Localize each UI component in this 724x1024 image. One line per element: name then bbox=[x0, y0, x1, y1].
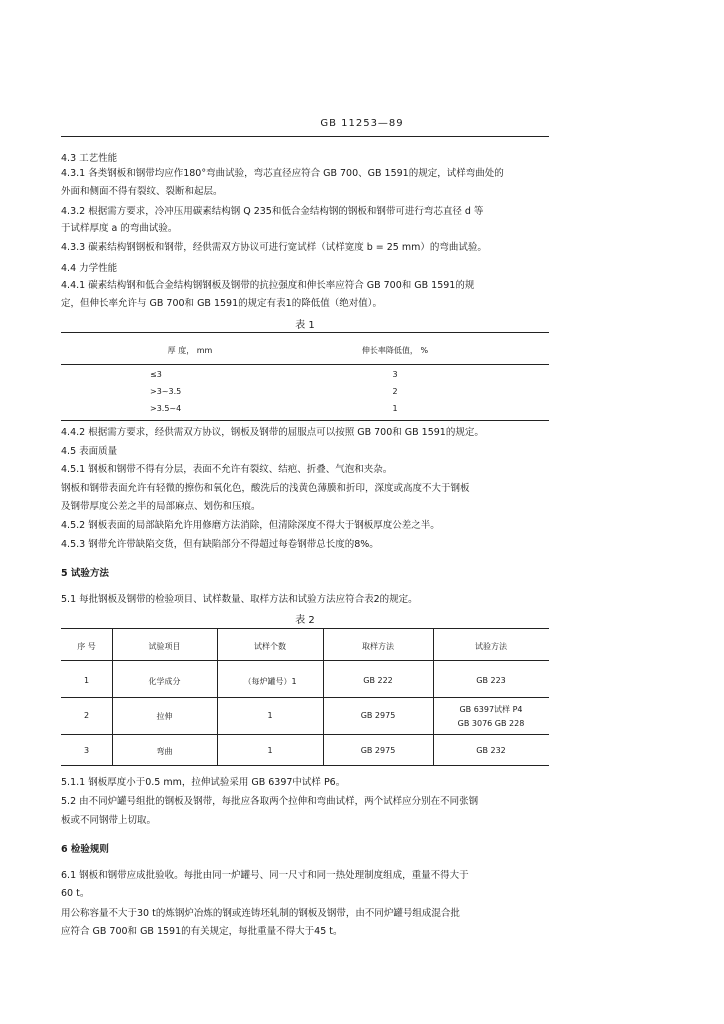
table2-cell: 拉伸 bbox=[156, 712, 173, 721]
header-rule bbox=[61, 136, 549, 137]
paragraph: 及钢带厚度公差之半的局部麻点、划伤和压痕。 bbox=[61, 501, 261, 512]
table1-cell: ≤3 bbox=[150, 370, 162, 379]
paragraph: 5.2 由不同炉罐号组批的钢板及钢带，每批应各取两个拉伸和弯曲试样，两个试样应分别在不同张钢 bbox=[61, 796, 479, 807]
table2-cell: 弯曲 bbox=[156, 747, 173, 756]
table1-header-rule bbox=[61, 364, 549, 365]
table1-cell: 2 bbox=[392, 387, 398, 396]
document-number: GB 11253—89 bbox=[320, 118, 404, 129]
paragraph: 4.5.3 钢带允许带缺陷交货，但有缺陷部分不得超过每卷钢带总长度的8%。 bbox=[61, 539, 379, 550]
table2-cell: GB 223 bbox=[476, 676, 506, 685]
paragraph: 4.4.1 碳素结构钢和低合金结构钢钢板及钢带的抗拉强度和伸长率应符合 GB 700和 GB 1591的规 bbox=[61, 280, 475, 291]
paragraph: 定，但伸长率允许与 GB 700和 GB 1591的规定有表1的降低值（绝对值）。 bbox=[61, 298, 382, 309]
table2-bottom-rule bbox=[61, 765, 549, 766]
table2-cell: 1 bbox=[267, 746, 273, 755]
paragraph: 于试样厚度 a 的弯曲试验。 bbox=[61, 223, 178, 234]
table2-top-rule bbox=[61, 628, 549, 629]
table1-cell: >3~3.5 bbox=[150, 387, 182, 396]
paragraph: 应符合 GB 700和 GB 1591的有关规定，每批重量不得大于45 t。 bbox=[61, 926, 343, 937]
table2-header: 试样个数 bbox=[254, 642, 286, 651]
table2-cell: GB 232 bbox=[476, 746, 506, 755]
table2-cell: GB 2975 bbox=[360, 711, 396, 720]
table1-cell: 3 bbox=[392, 370, 398, 379]
table2-header: 试验方法 bbox=[475, 642, 507, 651]
table1-top-rule bbox=[61, 332, 549, 333]
table2-cell: GB 2975 bbox=[360, 746, 396, 755]
paragraph: 4.3.3 碳素结构钢钢板和钢带，经供需双方协议可进行宽试样（试样宽度 b = 25 mm）的弯曲试验。 bbox=[61, 242, 487, 253]
table1-header-thickness: 厚 度， mm bbox=[167, 346, 213, 355]
table2-cell-multiline: GB 6397试样 P4 GB 3076 GB 228 bbox=[457, 705, 525, 728]
section-heading: 5 试验方法 bbox=[61, 568, 109, 579]
table2-header: 序 号 bbox=[77, 642, 96, 651]
table2-cell: 化学成分 bbox=[148, 677, 181, 686]
paragraph: 60 t。 bbox=[61, 888, 90, 899]
table1-cell: 1 bbox=[392, 404, 398, 413]
paragraph: 4.3 工艺性能 bbox=[61, 153, 118, 164]
table2-header: 试验项目 bbox=[148, 642, 181, 651]
table2-caption: 表 2 bbox=[295, 615, 315, 626]
paragraph: 4.4.2 根据需方要求，经供需双方协议，钢板及钢带的屈服点可以按照 GB 700和 GB 1591的规定。 bbox=[61, 427, 484, 438]
paragraph: 5.1 每批钢板及钢带的检验项目、试样数量、取样方法和试验方法应符合表2的规定。 bbox=[61, 594, 418, 605]
paragraph: 5.1.1 钢板厚度小于0.5 mm，拉伸试验采用 GB 6397中试样 P6。 bbox=[61, 777, 346, 788]
paragraph: 4.3.1 各类钢板和钢带均应作180°弯曲试验，弯芯直径应符合 GB 700、GB 1591的规定，试样弯曲处的 bbox=[61, 168, 504, 179]
paragraph: 板或不同钢带上切取。 bbox=[61, 815, 157, 826]
paragraph: 4.5.1 钢板和钢带不得有分层，表面不允许有裂纹、结疤、折叠、气泡和夹杂。 bbox=[61, 464, 393, 475]
table2-row-rule bbox=[61, 734, 549, 735]
paragraph: 4.5.2 钢板表面的局部缺陷允许用修磨方法消除，但清除深度不得大于钢板厚度公差之半。 bbox=[61, 520, 440, 531]
table2-cell: 1 bbox=[267, 711, 273, 720]
table2-cell: GB 222 bbox=[363, 676, 393, 685]
paragraph: 外面和侧面不得有裂纹、裂断和起层。 bbox=[61, 186, 223, 197]
paragraph: 4.3.2 根据需方要求，冷冲压用碳素结构钢 Q 235和低合金结构钢的钢板和钢带可进行弯芯直径 d 等 bbox=[61, 206, 484, 217]
table2-row-rule bbox=[61, 697, 549, 698]
table1-cell: >3.5~4 bbox=[150, 404, 182, 413]
paragraph: 4.5 表面质量 bbox=[61, 446, 118, 457]
table1-header-elongation: 伸长率降低值， % bbox=[361, 346, 429, 355]
table2-cell: 3 bbox=[83, 746, 90, 755]
table2-cell: （每炉罐号）1 bbox=[243, 677, 297, 686]
table2-header-rule bbox=[61, 660, 549, 661]
paragraph: 用公称容量不大于30 t的炼钢炉冶炼的钢或连铸坯轧制的钢板及钢带，由不同炉罐号组成混合批 bbox=[61, 908, 460, 919]
table2-header: 取样方法 bbox=[362, 642, 394, 651]
section-heading: 6 检验规则 bbox=[61, 844, 109, 855]
table1-bottom-rule bbox=[61, 420, 549, 421]
paragraph: 4.4 力学性能 bbox=[61, 263, 118, 274]
table2-cell: 1 bbox=[83, 676, 90, 685]
table1-caption: 表 1 bbox=[295, 320, 315, 331]
table2-cell: 2 bbox=[83, 711, 90, 720]
paragraph: 钢板和钢带表面允许有轻微的擦伤和氧化色，酸洗后的浅黄色薄膜和折印，深度或高度不大于钢板 bbox=[61, 483, 470, 494]
paragraph: 6.1 钢板和钢带应成批验收。每批由同一炉罐号、同一尺寸和同一热处理制度组成，重量不得大于 bbox=[61, 870, 469, 881]
